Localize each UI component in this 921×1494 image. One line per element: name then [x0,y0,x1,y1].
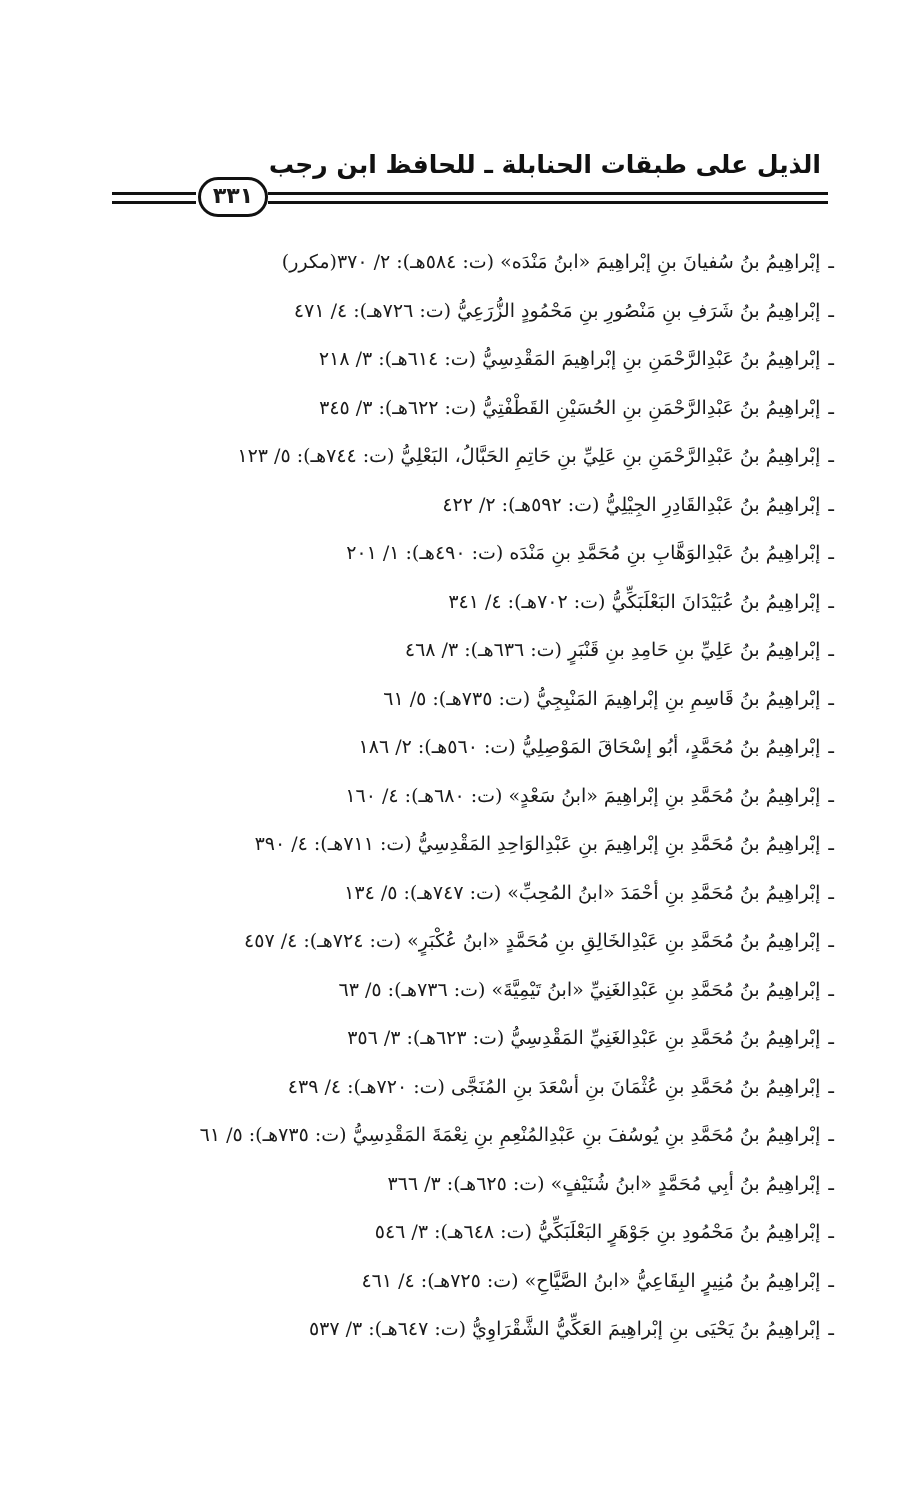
index-entry [234,1208,834,1257]
entry-text: إبْراهِيمُ بنُ سُفيانَ بنِ إبْراهِيمَ «ابنُ مَنْدَه» (ت: ٥٨٤هـ): ٢/ ٣٧٠(مكرر) [281,251,821,273]
index-entry [234,432,834,481]
entry-dash: ـ [828,590,834,613]
entry-text: إبْراهِيمُ بنُ مُحَمَّدِ بنِ إبْراهِيمَ «ابنُ سَعْدٍ» (ت: ٦٨٠هـ): ٤/ ١٦٠ [345,784,821,807]
entry-text: إبْراهِيمُ بنُ مَحْمُودِ بنِ جَوْهَرٍ البَعْلَبَكِّيُّ (ت: ٦٤٨هـ): ٣/ ٥٤٦ [374,1221,821,1243]
entry-dash: ـ [828,1269,834,1292]
entry-text: إبْراهِيمُ بنُ أبِي مُحَمَّدٍ «ابنُ شُنَيْفٍ» (ت: ٦٢٥هـ): ٣/ ٣٦٦ [387,1172,821,1195]
index-entry [234,384,834,433]
entry-text: إبْراهِيمُ بنُ يَحْيَى بنِ إبْراهِيمَ العَكِّيُّ الشَّقْرَاوِيُّ (ت: ٦٤٧هـ): ٣/ ٥٣٧ [308,1318,821,1340]
index-entry [234,966,834,1015]
running-header-title: الذيل على طبقات الحنابلة ـ للحافظ ابن رجب [268,150,821,179]
index-entry [234,820,834,869]
entry-dash: ـ [828,1027,834,1049]
index-entry [234,578,834,627]
entry-text: إبْراهِيمُ بنُ عَبْدِالوَهَّابِ بنِ مُحَمَّدِ بنِ مَنْدَه (ت: ٤٩٠هـ): ١/ ٢٠١ [346,542,821,564]
index-entry [234,481,834,530]
entry-dash: ـ [828,348,834,370]
index-entry [234,772,834,821]
entry-text: إبْراهِيمُ بنُ مُحَمَّدِ بنِ عَبْدِالغَنِيِّ المَقْدِسِيُّ (ت: ٦٢٣هـ): ٣/ ٣٥٦ [347,1027,821,1049]
entry-text: إبْراهِيمُ بنُ عَبْدِالقَادِرِ الجِيْلِيُّ (ت: ٥٩٢هـ): ٢/ ٤٢٢ [442,493,821,516]
entry-dash: ـ [828,639,834,661]
entry-dash: ـ [828,445,834,467]
index-entry [234,287,834,336]
index-entry [234,917,834,966]
index-entry [234,1160,834,1209]
header-rule-left [112,192,196,204]
index-entry [234,723,834,772]
index-entry [234,869,834,918]
entry-dash: ـ [828,978,834,1001]
index-entries [199,238,834,1354]
entry-text: إبْراهِيمُ بنُ عَبْدِالرَّحْمَنِ بنِ إبْراهِيمَ المَقْدِسِيُّ (ت: ٦١٤هـ): ٣/ ٢١٨ [318,348,821,370]
entry-dash: ـ [828,251,834,273]
entry-text: إبْراهِيمُ بنُ مُحَمَّدِ بنِ يُوسُفَ بنِ عَبْدِالمُنْعِمِ بنِ نِعْمَةَ المَقْدِسِيُّ (ت: ٧٣٥هـ): ٥/ ٦١ [199,1124,821,1146]
index-entry [199,1111,834,1160]
entry-text: إبْراهِيمُ بنُ مُحَمَّدٍ، أبُو إسْحَاقَ المَوْصِلِيُّ (ت: ٥٦٠هـ): ٢/ ١٨٦ [358,736,821,758]
entry-text: إبْراهِيمُ بنُ مُنِيرٍ البِقَاعِيُّ «ابنُ الصَّيَّاحِ» (ت: ٧٢٥هـ): ٤/ ٤٦١ [361,1269,821,1292]
entry-dash: ـ [828,1172,834,1195]
entry-text: إبْراهِيمُ بنُ عَلِيِّ بنِ حَامِدِ بنِ قَنْبَرٍ (ت: ٦٣٦هـ): ٣/ ٤٦٨ [404,639,821,661]
entry-text: إبْراهِيمُ بنُ عُبَيْدَانَ البَعْلَبَكِّيُّ (ت: ٧٠٢هـ): ٤/ ٣٤١ [448,590,821,613]
entry-dash: ـ [828,687,834,710]
entry-text: إبْراهِيمُ بنُ مُحَمَّدِ بنِ عَبْدِالغَنِيِّ «ابنُ تَيْمِيَّةَ» (ت: ٧٣٦هـ): ٥/ ٦٣ [338,978,821,1001]
entry-dash: ـ [828,930,834,952]
entry-text: إبْراهِيمُ بنُ عَبْدِالرَّحْمَنِ بنِ الحُسَيْنِ القَطْفْتِيُّ (ت: ٦٢٢هـ): ٣/ ٣٤٥ [319,396,821,419]
index-entry [234,675,834,724]
entry-text: إبْراهِيمُ بنُ مُحَمَّدِ بنِ عَبْدِالخَالِقِ بنِ مُحَمَّدٍ «ابنُ عُكْبَرٍ» (ت: ٧٢٤هـ): ٤/ ٤٥٧ [244,930,821,952]
entry-text: إبْراهِيمُ بنُ مُحَمَّدِ بنِ إبْراهِيمَ بنِ عَبْدِالوَاحِدِ المَقْدِسِيُّ (ت: ٧١١هـ): ٤/ ٣٩٠ [254,833,821,855]
index-entry [234,529,834,578]
index-entry [234,335,834,384]
entry-text: إبْراهِيمُ بنُ قَاسِمِ بنِ إبْراهِيمَ المَنْبِجِيُّ (ت: ٧٣٥هـ): ٥/ ٦١ [383,687,821,710]
entry-dash: ـ [828,784,834,807]
entry-text: إبْراهِيمُ بنُ مُحَمَّدِ بنِ أحْمَدَ «ابنُ المُحِبِّ» (ت: ٧٤٧هـ): ٥/ ١٣٤ [344,881,821,904]
page-number: ٣٣١ [198,177,268,217]
entry-dash: ـ [828,736,834,758]
entry-text: إبْراهِيمُ بنُ مُحَمَّدِ بنِ عُثْمَانَ بنِ أسْعَدَ بنِ المُنَجَّى (ت: ٧٢٠هـ): ٤/ ٤٣٩ [287,1075,821,1098]
index-entry [234,238,834,287]
entry-dash: ـ [828,833,834,855]
entry-dash: ـ [828,1221,834,1243]
entry-dash: ـ [828,396,834,419]
index-entry [234,1305,834,1354]
entry-dash: ـ [828,881,834,904]
index-entry [234,1014,834,1063]
entry-dash: ـ [828,542,834,564]
entry-dash: ـ [828,1124,834,1146]
index-entry [234,1257,834,1306]
index-entry [234,626,834,675]
index-entry [234,1063,834,1112]
entry-dash: ـ [828,1318,834,1340]
entry-dash: ـ [828,1075,834,1098]
header-rule [268,192,828,204]
entry-text: إبْراهِيمُ بنُ شَرَفِ بنِ مَنْصُورِ بنِ مَحْمُودٍ الزُّرَعِيُّ (ت: ٧٢٦هـ): ٤/ ٤٧١ [293,299,821,322]
entry-text: إبْراهِيمُ بنُ عَبْدِالرَّحْمَنِ بنِ عَلِيِّ بنِ حَاتِمِ الحَبَّالُ، البَعْلِيُّ (ت: ٧٤٤هـ): ٥/ ١٢٣ [237,445,821,467]
entry-dash: ـ [828,493,834,516]
entry-dash: ـ [828,299,834,322]
